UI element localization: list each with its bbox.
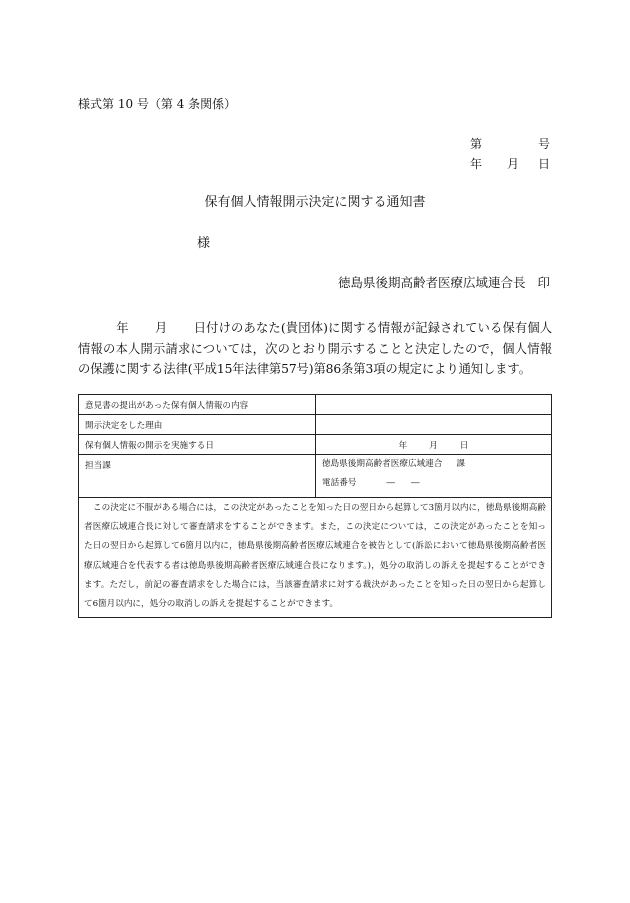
department-line [322,455,545,474]
issue-year: 年 [470,157,483,171]
date-day: 日 [459,440,469,451]
addressee: 様 [197,236,211,251]
table-value-department [316,455,552,498]
body-text: 日付けのあなた(貴団体)に関する情報が記録されている保有個人情報の本人開示請求については，次のとおり開示することと決定したので，個人情報の保護に関する法律(平成15年法律第57号)第86条第3項の規定により通知します。 [78,321,552,376]
telephone-line [322,474,545,493]
table-value-date [316,435,552,455]
table-row [79,498,552,618]
table-label-reason: 開示決定をした理由 [79,415,316,435]
notice-body [78,318,552,380]
telephone-dash-2: ― [410,478,420,488]
table-value-reason [316,415,552,435]
issue-date-line [470,158,550,172]
telephone-label: 電話番号 [322,478,357,488]
number-prefix: 第 [470,137,483,151]
appeal-notice [79,498,552,618]
body-year: 年 [116,321,129,335]
table-row [79,415,552,435]
table-label-date: 保有個人情報の開示を実施する日 [79,435,316,455]
number-suffix: 号 [537,137,550,151]
table-value-content [316,395,552,415]
date-month: 月 [429,440,438,451]
table-row [79,455,552,498]
telephone-dash-1: ― [386,478,395,488]
document-number-line [470,138,550,152]
issue-day: 日 [537,157,550,171]
form-number: 様式第 10 号（第 4 条関係） [78,97,237,111]
table-row [79,435,552,455]
document-title: 保有個人情報開示決定に関する通知書 [204,195,426,210]
date-year: 年 [398,440,408,451]
disclosure-details-table [78,394,552,618]
sender [338,277,550,290]
department-name: 徳島県後期高齢者医療広域連合 [322,459,443,469]
table-label-department: 担当課 [79,455,316,498]
table-label-content: 意見書の提出があった保有個人情報の内容 [79,395,316,415]
body-month: 月 [154,321,168,335]
issue-month: 月 [507,157,520,171]
table-row [79,395,552,415]
seal-mark: 印 [537,275,550,290]
sender-name: 徳島県後期高齢者医療広域連合長 [337,275,526,290]
appeal-notice-text: この決定に不服がある場合には，この決定があったことを知った日の翌日から起算して3箇月以内に，徳島県後期高齢者医療広域連合長に対して審査請求をすることができます。また，この決定については，この決定があったことを知った日の翌日から起算して6箇月以内に，徳島県後期高齢者医療広域連合を被告として(訴訟において徳島県後期高齢者医療広域連合を代表する者は徳島県後期高齢者医療広域連合長になります。)，処分の取消しの訴えを提起することができます。ただし，前記の審査請求をした場合には，当該審査請求に対する裁決があったことを知った日の翌日から起算して6箇月以内に，処分の取消しの訴えを提起することができます。 [84,503,546,610]
department-suffix: 課 [456,459,465,469]
